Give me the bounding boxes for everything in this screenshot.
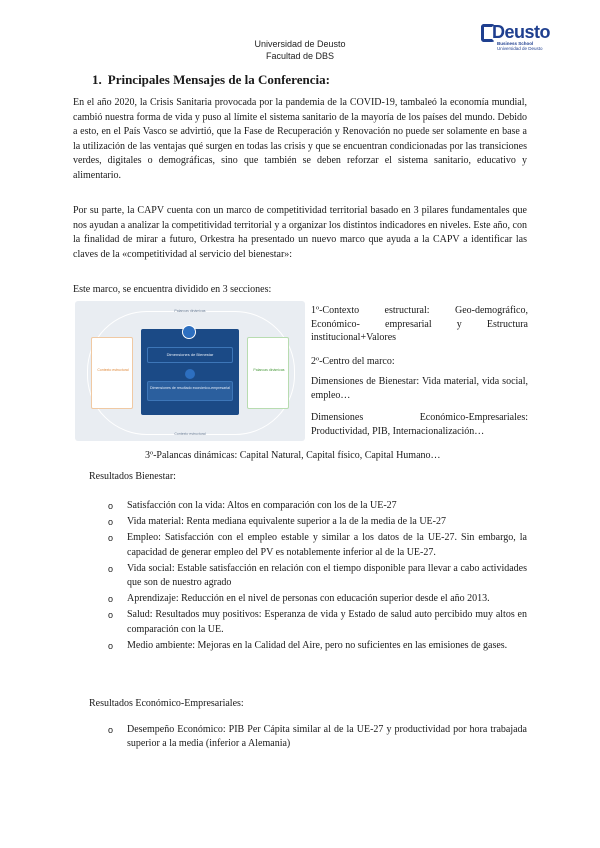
diagram-bottom-label: Contexto estructural bbox=[174, 432, 206, 436]
bullet-icon: o bbox=[108, 725, 114, 735]
section-title bbox=[92, 72, 330, 88]
bienestar-heading: Resultados Bienestar: bbox=[89, 471, 176, 482]
paragraph-covid: En el año 2020, la Crisis Sanitaria provocada por la pandemia de la COVID-19, tambaleó la economía mundial, cambió nuestra forma de vida y puso al límite el sistema sanitario de la mayoría de los países del mundo. Debido a esto, en el País Vasco se advirtió, que la Fase de Recuperación y Renovación no puede ser solamente en base a la utilización de las ventajas qué surgen en todas las crisis y que se encuentran condicionadas por las transiciones verdes, digitales o demográficas, sino que también se deben reforzar el sistema sanitario, educativo y alimentario. bbox=[73, 97, 527, 181]
section-palancas: 3º-Palancas dinámicas: Capital Natural, Capital físico, Capital Humano… bbox=[145, 450, 441, 461]
framework-diagram bbox=[75, 301, 305, 441]
list-item-text: Aprendizaje: Reducción en el nivel de personas con educación superior desde el año 2013. bbox=[127, 593, 490, 605]
logo-subtitle-2: Universidad de Deusto bbox=[497, 46, 543, 51]
section-bienestar: Dimensiones de Bienestar: Vida material, vida social, empleo… bbox=[311, 376, 528, 401]
paragraph-capv: Por su parte, la CAPV cuenta con un marco de competitividad territorial basado en 3 pilares fundamentales que nos ayudan a analizar la competitividad territorial y a organizar los distintos indicadores en niveles. Este año, con la finalidad de mirar a futuro, Orkestra ha presentado un nuevo marco que ayuda a la CAPV a identificar las claves de la «competitividad al servicio del bienestar»: bbox=[73, 205, 527, 260]
list-item-text: Empleo: Satisfacción con el empleo estable y similar a los datos de la UE-27. Sin embargo, la capacidad de generar empleo del PV es notablemente inferior al de la UE-27. bbox=[127, 532, 527, 558]
section-number: 1. bbox=[92, 72, 102, 87]
paragraph-marco: Este marco, se encuentra dividido en 3 secciones: bbox=[73, 284, 272, 295]
section-economico: Dimensiones Económico-Empresariales: Productividad, PIB, Internacionalización… bbox=[311, 412, 528, 437]
bullet-icon: o bbox=[108, 517, 114, 528]
section-contexto: 1º-Contexto estructural: Geo-demográfico, Económico- empresarial y Estructura institucional+Valores bbox=[311, 305, 528, 344]
economico-heading: Resultados Económico-Empresariales: bbox=[89, 698, 244, 709]
bullet-icon: o bbox=[108, 610, 114, 621]
diagram-economico-box: Dimensiones de resultado económico-empresarial bbox=[147, 381, 233, 401]
section-title-text: Principales Mensajes de la Conferencia: bbox=[107, 72, 330, 87]
bullet-icon: o bbox=[108, 501, 114, 511]
bullet-icon: o bbox=[108, 594, 114, 605]
diagram-left-card bbox=[91, 337, 133, 409]
logo-word: Deusto bbox=[492, 22, 551, 42]
list-item bbox=[0, 723, 527, 751]
bullet-icon: o bbox=[108, 533, 114, 544]
logo-subtitle: Business School bbox=[497, 41, 534, 46]
header-university: Universidad de Deusto bbox=[254, 39, 346, 49]
diagram-center-icon bbox=[182, 325, 196, 339]
list-item-text: Medio ambiente: Mejoras en la Calidad del Aire, pero no suficientes en las emisiones de gases. bbox=[127, 639, 508, 651]
deusto-logo bbox=[481, 22, 551, 52]
list-item-text: Vida material: Renta mediana equivalente superior a la de la media de la UE-27 bbox=[127, 516, 446, 528]
list-item-text: Satisfacción con la vida: Altos en comparación con los de la UE-27 bbox=[127, 500, 397, 511]
diagram-right-card-label: Palancas dinámicas bbox=[253, 368, 285, 372]
list-item bbox=[0, 592, 527, 606]
list-item bbox=[0, 608, 527, 636]
list-item bbox=[0, 499, 527, 513]
list-item-text: Desempeño Económico: PIB Per Cápita similar al de la UE-27 y productividad por hora trabajada superior a la media (inferior a Alemania) bbox=[127, 724, 527, 750]
diagram-right-card bbox=[247, 337, 289, 409]
bienestar-list bbox=[0, 499, 527, 655]
header-faculty: Facultad de DBS bbox=[265, 51, 335, 61]
diagram-bienestar-box: Dimensiones de Bienestar bbox=[147, 347, 233, 363]
diagram-top-label: Palancas dinámicas bbox=[174, 309, 206, 313]
list-item bbox=[0, 515, 527, 529]
bullet-icon: o bbox=[108, 640, 114, 651]
list-item bbox=[0, 562, 527, 590]
bullet-icon: o bbox=[108, 563, 114, 574]
economico-list bbox=[0, 723, 527, 753]
list-item bbox=[0, 531, 527, 559]
list-item-text: Salud: Resultados muy positivos: Esperanza de vida y Estado de salud auto percibido muy altos en comparación con la UE. bbox=[127, 609, 527, 635]
list-item bbox=[0, 639, 527, 653]
section-centro: 2º-Centro del marco: bbox=[311, 356, 395, 367]
diagram-center-icon-2 bbox=[185, 369, 195, 379]
diagram-left-card-label: Contexto estructural bbox=[97, 368, 129, 372]
list-item-text: Vida social: Estable satisfacción en relación con el tiempo disponible para llevar a cabo actividades que son de nuestro agrado bbox=[127, 562, 527, 589]
